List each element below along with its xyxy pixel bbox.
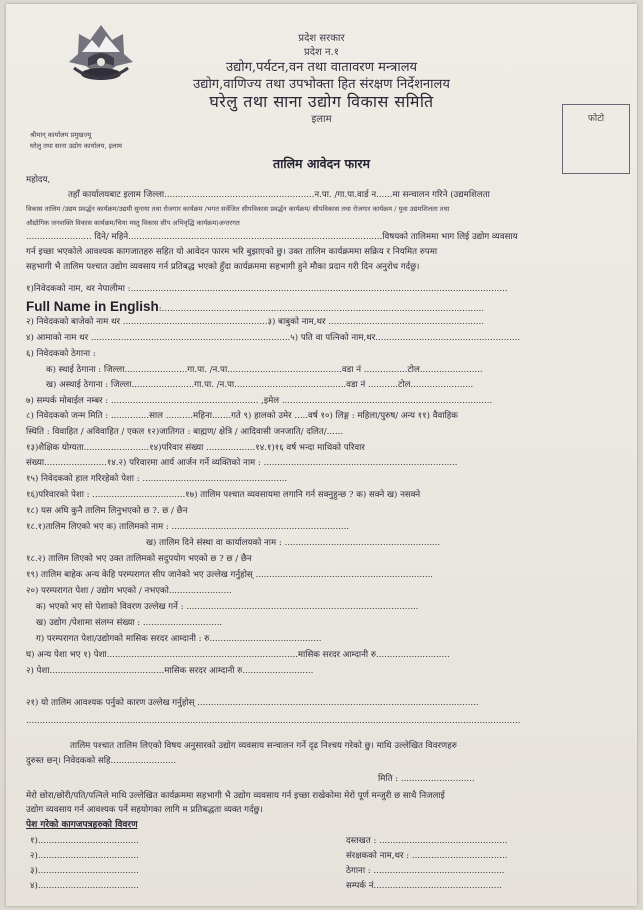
field-training-utilized[interactable]: १८.२) तालिम लिएको भए उक्त तालिमको सदुपयोग भएको छ ? छ / छैन [26,554,252,564]
ministry-name: उद्योग,पर्यटन,वन तथा वातावरण मन्त्रालय [225,60,418,75]
committee-name: घरेलु तथा साना उद्योग विकास समिति [209,92,434,111]
intro-line-3: औद्योगिक जनशक्ति विकास कार्यक्रम/चिया मस्तु विकास सीप अभिवृद्धि कार्यक्रम)अन्तरगत [26,219,240,227]
field-full-name-english[interactable] [26,296,484,315]
intro-line-5: गर्न इच्छा भएकोले आवश्यक कागजातहरु सहित यो आवेदन फारम भरि बुझाएको छु। उक्त तालिम कार्यक्रममा सक्रिय र नियमित रुपमा [26,247,438,257]
field-other-occupation-2[interactable]: २) पेशा..........................................मासिक सरदर आम्दानी रु.......................... [26,666,314,676]
consent-line-1: मेरो छोरा/छोरी/पति/पत्निले माथि उल्लेखित कार्यक्रममा सहभागी भै उद्योग व्यवसाय गर्न इच्छा राखेकोमा मेरो पूर्ण मन्जुरी छ साथै निजलाई [26,791,445,801]
document-2[interactable]: २)..................................... [30,851,139,861]
documents-heading: पेश गरेको कागजपत्रहरुको विवरण [26,820,138,830]
field-family-occupation[interactable]: १६)परिवारको पेशा : ..................................१७) तालिम पश्चात व्यवसायमा लगानि गर्न सक्नुहुन्छ ? क) सक्ने ख) नसक्ने [26,490,421,500]
applicant-signature[interactable]: दुरुस्त छन्। निवेदकको सहि........................ [26,756,177,766]
field-family-earner[interactable]: संख्या.......................१४.२) परिवारमा आर्य आर्जन गर्ने व्यक्तिको नाम : ....................................................................... [26,458,458,468]
field-name-nepali[interactable]: १)निवेदकको नाम, थर नेपालीमा :.......................................................................................................................................... [26,284,508,294]
field-occupation-detail[interactable]: क) भएको भए सो पेशाको विवरण उल्लेख गर्ने : ..................................................................................... [36,602,419,612]
field-monthly-income[interactable]: ग) परम्परागत पेशा/उद्योगको मासिक सरदर आम्दानी : रु......................................... [36,634,322,644]
intro-line-6: सहभागी भै तालिम पश्चात उद्योग व्यवसाय गर्न प्रतिबद्ध भएको हुँदा कार्यक्रममा सहभागी हुने मौका प्रदान गरी दिन अनुरोध गर्दछु। [26,262,420,272]
field-permanent-address[interactable]: क) स्थाई ठेगाना : जिल्ला.......................गा.पा. /न.पा..........................................वडा नं ................टोल....................... [46,365,483,375]
header-line-2: प्रदेश न.१ [304,47,339,58]
guardian-signature[interactable]: दस्तखत : ............................................... [346,836,508,846]
addressee-line-2: घरेलु तथा साना उद्योग कार्यालय, इलाम [30,142,122,150]
field-mother-spouse[interactable]: ४) आमाको नाम थर .........................................................................५) पति वा पत्निको नाम,थर..................................................... [26,333,521,343]
field-dob-age-gender[interactable]: ८) निवेदकको जन्म मिति : ..............साल ..........महिना.......गते ९) हालको उमेर .....वर्ष १०) लिङ्ग : महिला/पुरुष/ अन्य ११) वैवाहिक [26,411,458,421]
intro-line-1: तहाँ कार्यालयबाट इलाम जिल्ला.......................................................न.पा. /गा.पा.वार्ड न......मा सन्चालन गरिने (उद्यमशिलता [68,190,490,200]
field-training-institute[interactable]: ख) तालिम दिने संस्था वा कार्यालयको नाम : ......................................................... [146,538,441,548]
intro-line-2: विकास तालिम /उद्यम प्रवर्द्धन कार्यक्रम/उद्यमी सुनाया तथा रोजगार कार्यक्रम /भगत सर्वजित सीपविकास प्रवर्द्धन कार्यक्रम/ सीपविकास तथा रोजगार कार्यक्रम / युवा उद्यमशिलता तथा [26,205,450,213]
form-page [6,4,637,906]
consent-line-2: उद्योग व्यवसाय गर्न आवश्यक पर्ने सहयोगका लागि म प्रतिबद्धता व्यक्त गर्दछु। [26,805,263,815]
field-training-reason[interactable]: २१) यो तालिम आवश्यक पर्नुको कारण उल्लेख गर्नुहोस् ....................................................................................................... [26,698,479,708]
directorate-name: उद्योग,वाणिज्य तथा उपभोक्ता हित संरक्षण निर्देशनालय [193,77,450,92]
field-marital-caste[interactable]: स्थिति : विवाहित / अविवाहित / एकल १२)जातिगत : बाह्मण/ क्षेत्रि / आदिवासी जनजाति/ दलित/...... [26,427,344,437]
guardian-name[interactable]: संरक्षकको नाम,थर : ................................... [346,851,508,861]
header-location: इलाम [311,114,332,125]
field-address-heading: ६) निवेदकको ठेगाना : [26,349,96,359]
field-persons-engaged[interactable]: ख) उद्योग /पेशामा संलग्न संख्या : ............................. [36,618,223,628]
document-3[interactable]: ३)..................................... [30,866,139,876]
form-title: तालिम आवेदन फारम [272,156,371,171]
field-training-reason-cont[interactable]: ..................................................................................................................................................................................... [26,716,521,726]
closing-line-1: तालिम पश्चात तालिम लिएको विषय अनुसारको उद्योग व्यवसाय सन्चालन गर्ने दृढ निश्चय गरेको छु। माथि उल्लेखित विवरणहरु [70,741,457,751]
field-previous-training[interactable]: १८) यस अघि कुनै तालिम लिनुभएको छ ?. छ / छैन [26,506,188,516]
header-line-1: प्रदेश सरकार [298,33,345,44]
full-name-label: Full Name in English [26,299,159,314]
document-1[interactable]: १)..................................... [30,836,139,846]
full-name-dots: :...................................................................................................................... [158,304,485,314]
addressee-line-1: श्रीमान् कार्यालय प्रमुखज्यू [30,131,92,139]
intro-line-4: ........................ दिने/ महिने.............................................................................................विषयको तालिममा भाग लिई उद्योग व्यवसाय [26,232,518,242]
photo-label: फोटो [587,114,605,124]
field-training-name[interactable]: १८.१)तालिम लिएको भए क) तालिमको नाम : ................................................................. [26,522,350,532]
salutation: महोदय, [26,175,51,185]
document-4[interactable]: ४)..................................... [30,881,139,891]
guardian-contact[interactable]: सम्पर्क नं............................................... [346,881,502,891]
field-traditional-occupation[interactable]: २०) परम्परागत पेशा / उद्योग भएको / नभएको....................... [26,586,232,596]
field-other-occupation-1[interactable]: घ) अन्य पेशा भए १) पेशा......................................................................मासिक सरदर आम्दानी रु........................... [26,650,450,660]
field-mobile-email[interactable]: ७) सम्पर्क मोबाईल नम्बर : ...................................................... ,इमेल ............................................................................. [26,396,493,406]
applicant-date[interactable]: मिति : ........................... [378,774,475,784]
field-traditional-skill[interactable]: १९) तालिम बाहेक अन्य केहि परम्परागत सीप जानेको भए उल्लेख गर्नुहोस् ................................................................. [26,570,434,580]
field-current-occupation[interactable]: १५) निवेदकको हाल गरिरहेको पेशा : ..................................................... [26,474,288,484]
guardian-address[interactable]: ठेगाना : ................................................ [346,866,505,876]
field-temporary-address[interactable]: ख) अस्थाई ठेगाना : जिल्ला.......................गा.पा. /न.पा.........................................वडा नं ...........टोल....................... [46,380,474,390]
field-education-family[interactable]: १३)शैक्षिक योग्यता........................१४)परिवार संख्या ..................१४.१)१६ वर्ष भन्दा माथिको परिवार [26,443,365,453]
field-grandfather-father[interactable]: २) निवेदकको बाजेको नाम थर .....................................................३) बाबुको नाम,थर ......................................................... [26,317,484,327]
